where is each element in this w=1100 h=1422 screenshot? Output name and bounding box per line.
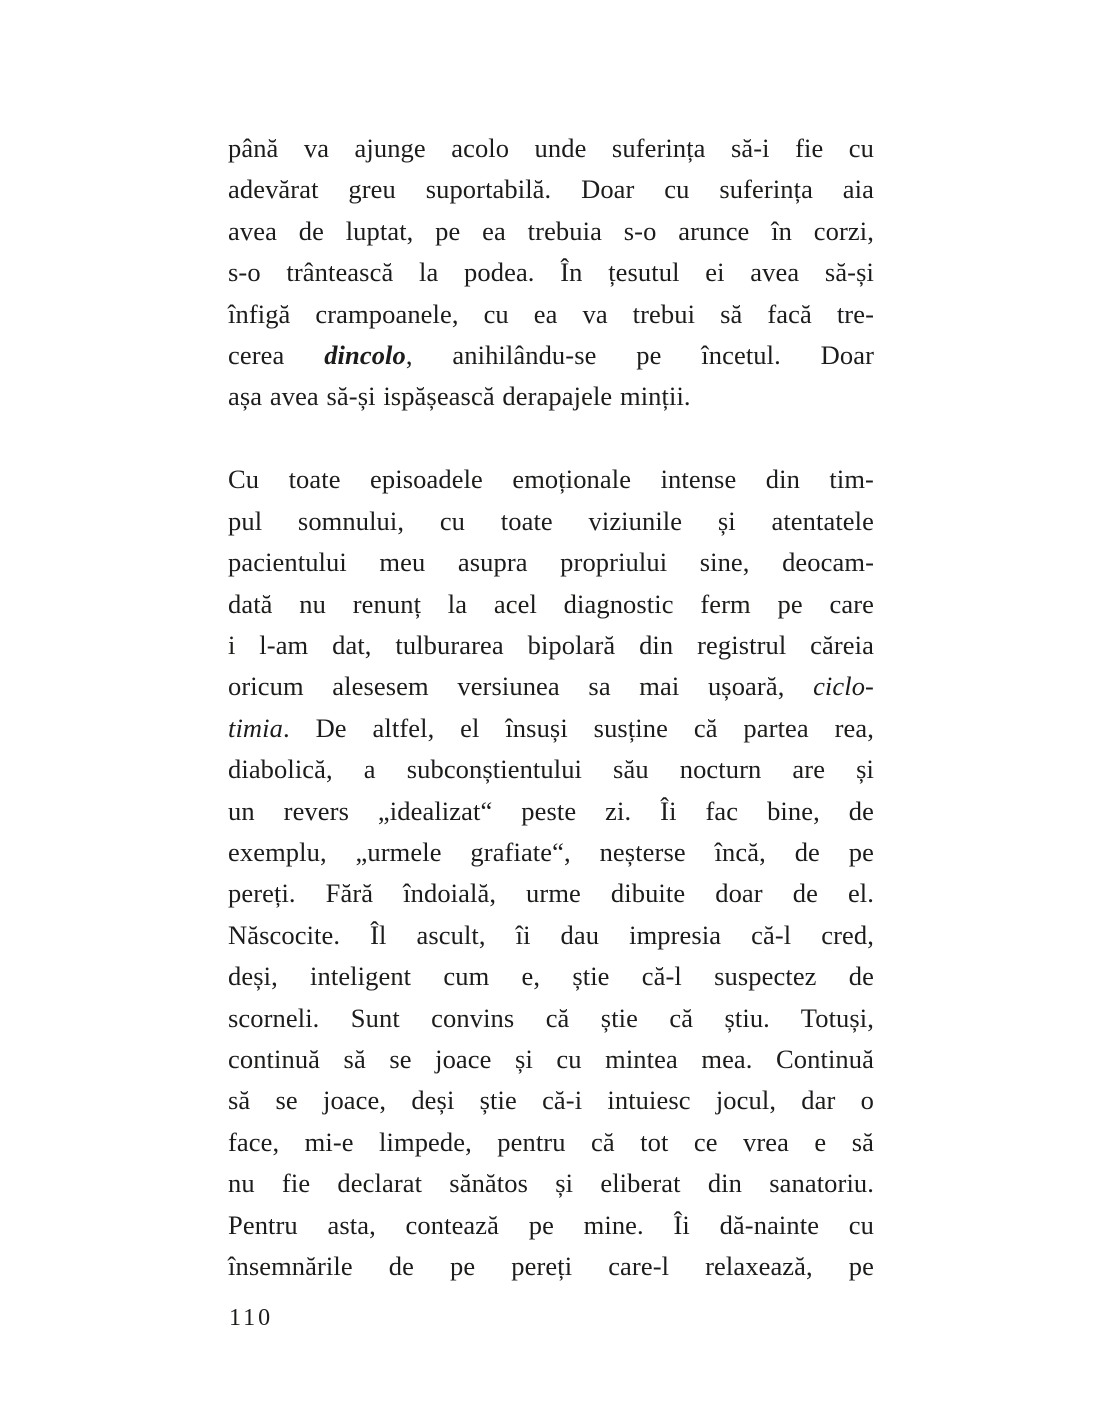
text-segment: așa avea să-și ispășească derapajele minții. <box>228 381 691 412</box>
text-segment: pacientului meu asupra propriului sine, deocam- <box>228 547 874 578</box>
text-line <box>228 542 874 583</box>
text-segment: însemnările de pe pereți care-l relaxează, pe <box>228 1251 874 1282</box>
emphasis-text: dincolo <box>324 340 406 371</box>
text-line <box>228 625 874 666</box>
text-segment: face, mi-e limpede, pentru că tot ce vrea e să <box>228 1126 874 1157</box>
text-segment: . De altfel, el însuși susține că partea rea, <box>282 712 874 743</box>
page-text-block <box>228 128 874 1287</box>
text-segment: oricum alesesem versiunea sa mai ușoară, <box>228 671 814 702</box>
text-line <box>228 1039 874 1080</box>
text-segment: continuă să se joace și cu mintea mea. Continuă <box>228 1044 874 1075</box>
text-line <box>228 1122 874 1163</box>
page-number: 110 <box>229 1305 274 1331</box>
text-line <box>228 584 874 625</box>
text-segment: Născocite. Îl ascult, îi dau impresia că-l cred, <box>228 919 874 950</box>
text-segment: i l-am dat, tulburarea bipolară din registrul căreia <box>228 629 874 660</box>
text-line <box>228 335 874 376</box>
text-line <box>228 376 874 417</box>
text-line <box>228 998 874 1039</box>
text-line <box>228 169 874 210</box>
text-line <box>228 1080 874 1121</box>
emphasis-text: ciclo- <box>813 671 874 702</box>
text-line <box>228 708 874 749</box>
text-segment: să se joace, deși știe că-i intuiesc jocul, dar o <box>228 1085 874 1116</box>
text-segment: diabolică, a subconștientului său nocturn are și <box>228 754 874 785</box>
text-line <box>228 1205 874 1246</box>
text-segment: un revers „idealizat“ peste zi. Îi fac bine, de <box>228 795 874 826</box>
text-segment: exemplu, „urmele grafiate“, neșterse încă, de pe <box>228 837 874 867</box>
text-line <box>228 666 874 707</box>
text-line <box>228 791 874 832</box>
text-line <box>228 832 874 873</box>
text-segment: s-o trântească la podea. În țesutul ei avea să-și <box>228 257 874 288</box>
text-line <box>228 873 874 914</box>
text-line <box>228 501 874 542</box>
text-line <box>228 956 874 997</box>
text-segment: dată nu renunț la acel diagnostic ferm pe care <box>228 588 874 619</box>
text-segment: înfigă crampoanele, cu ea va trebui să facă tre- <box>228 298 874 329</box>
text-line <box>228 128 874 169</box>
text-line <box>228 211 874 252</box>
text-line <box>228 294 874 335</box>
text-segment: cerea <box>228 340 325 371</box>
text-segment: Pentru asta, contează pe mine. Îi dă-nainte cu <box>228 1209 874 1240</box>
paragraph <box>228 459 874 1287</box>
text-line <box>228 749 874 790</box>
text-segment: avea de luptat, pe ea trebuia s-o arunce în corzi, <box>228 215 874 246</box>
text-segment: Cu toate episoadele emoționale intense din tim- <box>228 464 874 495</box>
text-segment: pereți. Fără îndoială, urme dibuite doar de el. <box>228 878 874 909</box>
text-segment: deși, inteligent cum e, știe că-l suspectez de <box>228 961 874 992</box>
text-line <box>228 915 874 956</box>
text-segment: pul somnului, cu toate viziunile și atentatele <box>228 505 874 536</box>
text-line <box>228 1246 874 1287</box>
text-segment: , anihilându-se pe încetul. Doar <box>405 340 874 371</box>
text-line <box>228 252 874 293</box>
text-line <box>228 459 874 500</box>
text-line <box>228 1163 874 1204</box>
text-segment: scorneli. Sunt convins că știe că știu. Totuși, <box>228 1002 874 1033</box>
paragraph <box>228 128 874 418</box>
text-segment: până va ajunge acolo unde suferința să-i fie cu <box>228 133 874 163</box>
text-segment: adevărat greu suportabilă. Doar cu suferința aia <box>228 174 874 205</box>
emphasis-text: timia <box>228 712 283 743</box>
text-segment: nu fie declarat sănătos și eliberat din sanatoriu. <box>228 1168 874 1199</box>
